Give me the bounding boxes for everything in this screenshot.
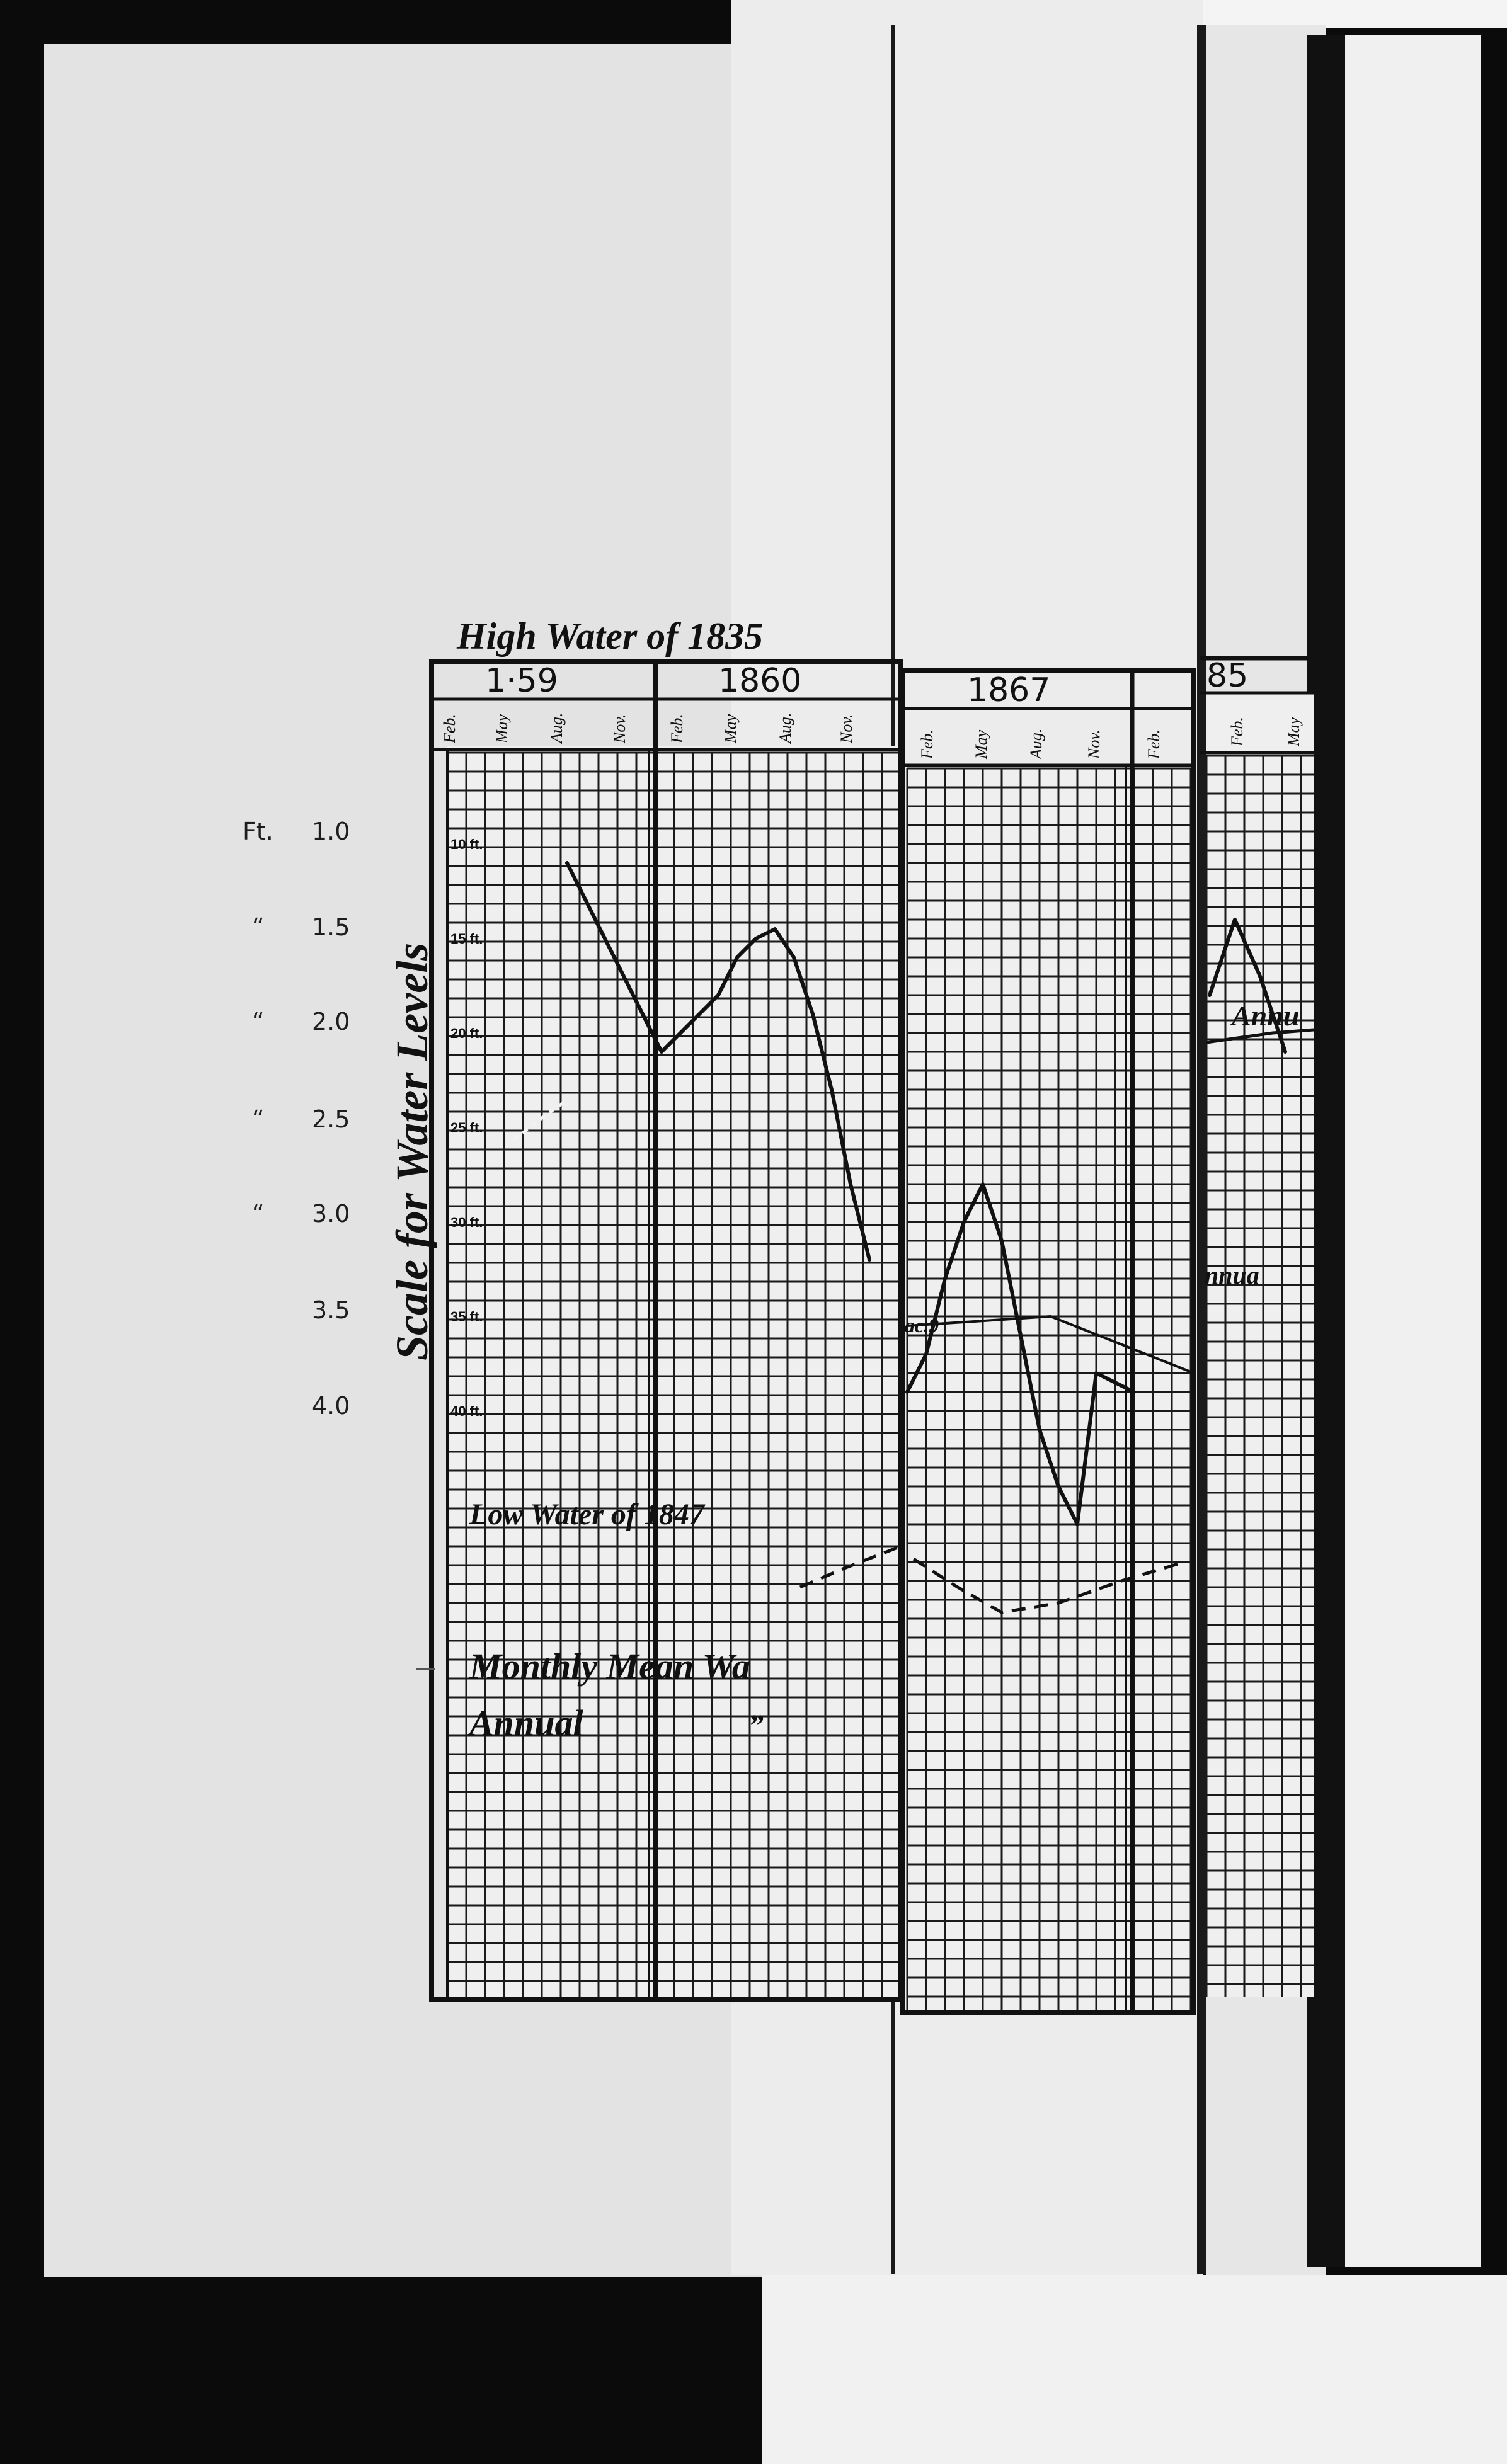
- scale-value: 1.0: [312, 818, 350, 845]
- month-label: Aug.: [1027, 728, 1045, 759]
- y-tick-label: 25 ft.: [450, 1120, 483, 1136]
- year-label: 1860: [718, 662, 802, 700]
- annotation-annual-right: nnua: [1205, 1261, 1259, 1289]
- low-water-label: Low Water of 1847: [469, 1498, 704, 1531]
- month-label: Aug.: [776, 712, 794, 743]
- scale-value: 2.0: [312, 1008, 350, 1035]
- scale-unit-label: Ft.: [243, 818, 273, 845]
- month-label: Nov.: [837, 714, 856, 743]
- annotation-annual-right: Annu: [1232, 1000, 1300, 1032]
- legend-annual: Annual: [469, 1703, 583, 1743]
- panel-1865: [1200, 657, 1343, 1997]
- scale-ditto-mark: “: [252, 1105, 265, 1133]
- scale-title: Scale for Water Levels: [387, 942, 437, 1360]
- month-label: Nov.: [610, 714, 629, 743]
- scale-ditto-mark: “: [252, 1200, 265, 1228]
- month-label: May: [721, 714, 740, 743]
- annotation-ft: Ft: [1329, 1212, 1343, 1228]
- month-label: Feb.: [440, 714, 459, 743]
- scale-value: 1.5: [312, 913, 350, 941]
- y-tick-label: 10 ft.: [450, 836, 483, 852]
- panel-1859-1860: [416, 661, 901, 2000]
- annotation-label: ac.9: [905, 1314, 939, 1337]
- y-tick-label: 20 ft.: [450, 1025, 483, 1041]
- y-tick-label: 35 ft.: [450, 1309, 483, 1325]
- year-label: 1·59: [485, 662, 558, 700]
- month-label: Feb.: [1228, 717, 1246, 746]
- scale-value: 3.5: [312, 1296, 350, 1324]
- year-label: 1867: [967, 671, 1051, 709]
- scale-value: 3.0: [312, 1200, 350, 1228]
- month-label: Feb.: [1145, 729, 1163, 759]
- month-label: May: [493, 714, 511, 743]
- legend-ditto-mark: ”: [748, 1709, 764, 1742]
- panel-1867: [902, 671, 1194, 2012]
- month-label: Aug.: [547, 712, 566, 743]
- year-label: 85: [1206, 657, 1249, 695]
- y-tick-label: 30 ft.: [450, 1214, 483, 1230]
- scale-ditto-mark: “: [252, 1008, 265, 1035]
- month-label: Feb.: [918, 729, 936, 759]
- month-label: Nov.: [1085, 729, 1103, 759]
- y-tick-label: 15 ft.: [450, 931, 483, 947]
- scale-value: 4.0: [312, 1392, 350, 1420]
- y-tick-label: 40 ft.: [450, 1403, 483, 1419]
- month-label: Feb.: [668, 714, 686, 743]
- chart-title: High Water of 1835: [457, 615, 764, 657]
- month-label: May: [1285, 717, 1303, 746]
- scale-column: [243, 818, 437, 1420]
- legend-monthly-mean: Monthly Mean Wa: [469, 1646, 750, 1687]
- scale-ditto-mark: “: [252, 913, 265, 941]
- scale-value: 2.5: [312, 1105, 350, 1133]
- month-label: May: [972, 729, 990, 759]
